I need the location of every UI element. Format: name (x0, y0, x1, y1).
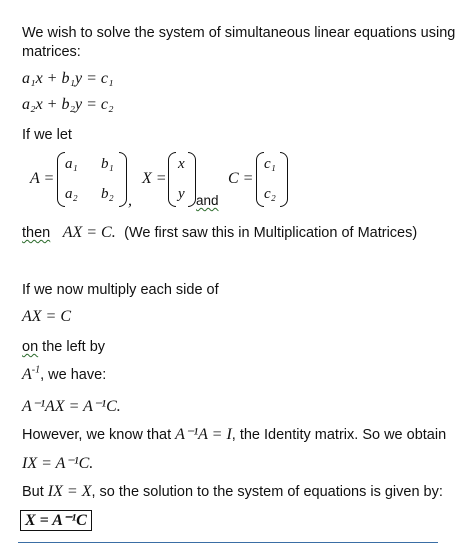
conclusion-line (22, 483, 443, 501)
then-equation: AX = C. (62, 224, 116, 241)
matrix-c-label: C = (228, 170, 254, 187)
right-paren (188, 152, 196, 207)
equation-1: a₁x + b₁y = c₁ (22, 70, 114, 87)
right-paren (280, 152, 288, 207)
and-word: and (196, 193, 219, 208)
step-1: A⁻¹AX = A⁻¹C. (22, 398, 121, 415)
matrix-a-a2: a₂ (65, 186, 78, 202)
a-inverse-base: A (22, 366, 32, 383)
matrix-a-b2: b₂ (101, 186, 114, 202)
multiply-text: If we now multiply each side of (22, 282, 219, 298)
equation-2: a₂x + b₂y = c₂ (22, 96, 114, 113)
however-post: , the Identity matrix. So we obtain (231, 427, 447, 443)
matrix-c-c1: c₁ (264, 156, 276, 172)
a-inverse-exp: -1 (31, 364, 41, 376)
intro-line-2: matrices: (22, 44, 81, 60)
matrix-x-y: y (178, 186, 185, 202)
left-by-rest: the left by (38, 339, 106, 355)
on-word: on (22, 339, 39, 355)
left-paren (168, 152, 176, 207)
let-text: If we let (22, 127, 72, 143)
however-math: A⁻¹A = I (175, 426, 232, 443)
matrix-a-a1: a₁ (65, 156, 78, 172)
bottom-divider (18, 542, 438, 543)
a-inverse-rest: , we have: (40, 367, 107, 383)
left-by-line (22, 338, 105, 356)
matrix-x-x: x (178, 156, 185, 172)
then-note: (We first saw this in Multiplication of Matrices) (124, 225, 418, 241)
matrix-x (168, 152, 196, 207)
conclusion-post: , so the solution to the system of equations is given by: (91, 484, 443, 500)
then-line (22, 224, 417, 242)
matrix-c (256, 152, 288, 207)
however-line (22, 424, 446, 444)
intro-line-1: We wish to solve the system of simultaneous linear equations using (22, 25, 456, 41)
a-inverse-line (22, 366, 106, 384)
comma: , (128, 192, 132, 209)
left-paren (57, 152, 65, 207)
matrix-a (57, 152, 127, 207)
conclusion-math: IX = X (47, 483, 92, 500)
right-paren (119, 152, 127, 207)
matrix-a-b1: b₁ (101, 156, 114, 172)
matrix-x-label: X = (142, 170, 167, 187)
matrix-c-c2: c₂ (264, 186, 276, 202)
matrix-a-label: A = (30, 170, 55, 187)
then-word: then (22, 225, 51, 241)
however-pre: However, we know that (22, 427, 176, 443)
step-2: IX = A⁻¹C. (22, 455, 94, 472)
result-formula: X = A⁻¹C (20, 510, 92, 531)
left-paren (256, 152, 264, 207)
conclusion-pre: But (22, 484, 48, 500)
result-box (20, 510, 92, 530)
ax-eq-c: AX = C (22, 308, 72, 325)
